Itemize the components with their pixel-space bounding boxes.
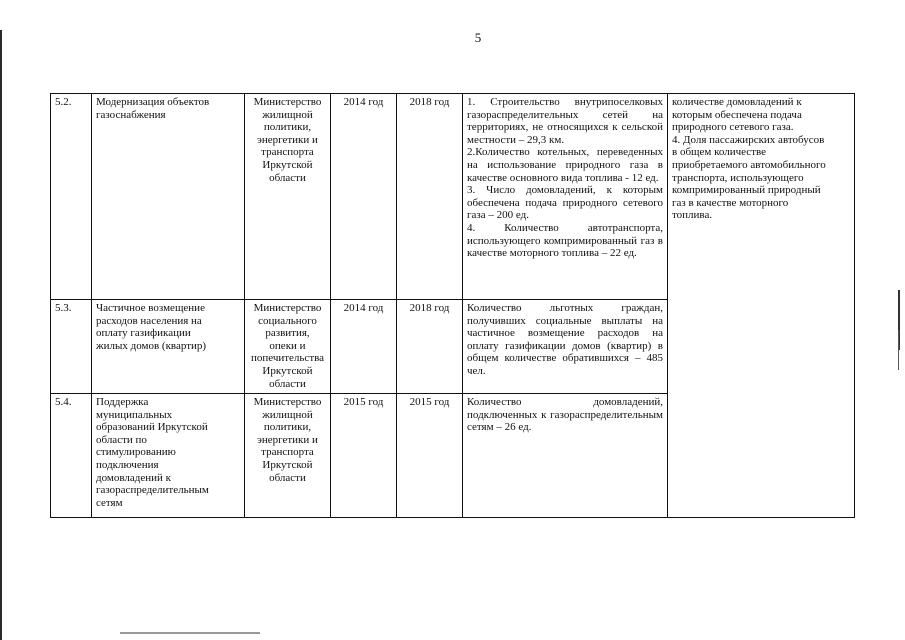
indicators: Количество домовладений, подключенных к газораспределительным сетям – 26 ед. xyxy=(463,394,668,518)
year-end: 2018 год xyxy=(397,94,463,300)
measure-name: Частичное возмещение расходов населения на оплату газификации жилых домов (квартир) xyxy=(92,300,245,394)
scan-smudge xyxy=(120,632,260,634)
indicators: 1. Строительство внутрипоселковых газораспределительных сетей на территориях, не относящихся к сельской местности – 29,3 км. 2.Количество котельных, переведенных на использование природного газа в качестве основного вида топлива - 12 ед. 3. Число домовладений, к которым обеспечена подача природного сетевого газа – 200 ед. 4. Количество автотранспорта, использующего компримированный газ в качестве моторного топлива – 22 ед. xyxy=(463,94,668,300)
scan-edge-left xyxy=(0,30,2,640)
program-measures-table xyxy=(50,93,855,518)
item-number: 5.4. xyxy=(51,394,92,518)
executor: Министерство жилищной политики, энергетики и транспорта Иркутской области xyxy=(245,394,331,518)
year-end: 2015 год xyxy=(397,394,463,518)
executor: Министерство социального развития, опеки и попечительства Иркутской области xyxy=(245,300,331,394)
year-start: 2015 год xyxy=(331,394,397,518)
expected-results: количестве домовладений к которым обеспечена подача природного сетевого газа. 4. Доля пассажирских автобусов в общем количестве приобретаемого автомобильного транспорта, использующего компримированный природный газ в качестве моторного топлива. xyxy=(668,94,855,518)
item-number: 5.3. xyxy=(51,300,92,394)
executor: Министерство жилищной политики, энергетики и транспорта Иркутской области xyxy=(245,94,331,300)
year-end: 2018 год xyxy=(397,300,463,394)
page-number: 5 xyxy=(474,30,482,45)
measure-name: Поддержка муниципальных образований Иркутской области по стимулированию подключения домовладений к газораспределительным сетям xyxy=(92,394,245,518)
table-row xyxy=(51,94,855,300)
scan-edge-mark xyxy=(898,330,899,370)
year-start: 2014 год xyxy=(331,94,397,300)
measure-name: Модернизация объектов газоснабжения xyxy=(92,94,245,300)
item-number: 5.2. xyxy=(51,94,92,300)
year-start: 2014 год xyxy=(331,300,397,394)
indicators: Количество льготных граждан, получивших социальные выплаты на частичное возмещение расходов на оплату газификации домов (квартир) в общем количестве обратившихся – 485 чел. xyxy=(463,300,668,394)
